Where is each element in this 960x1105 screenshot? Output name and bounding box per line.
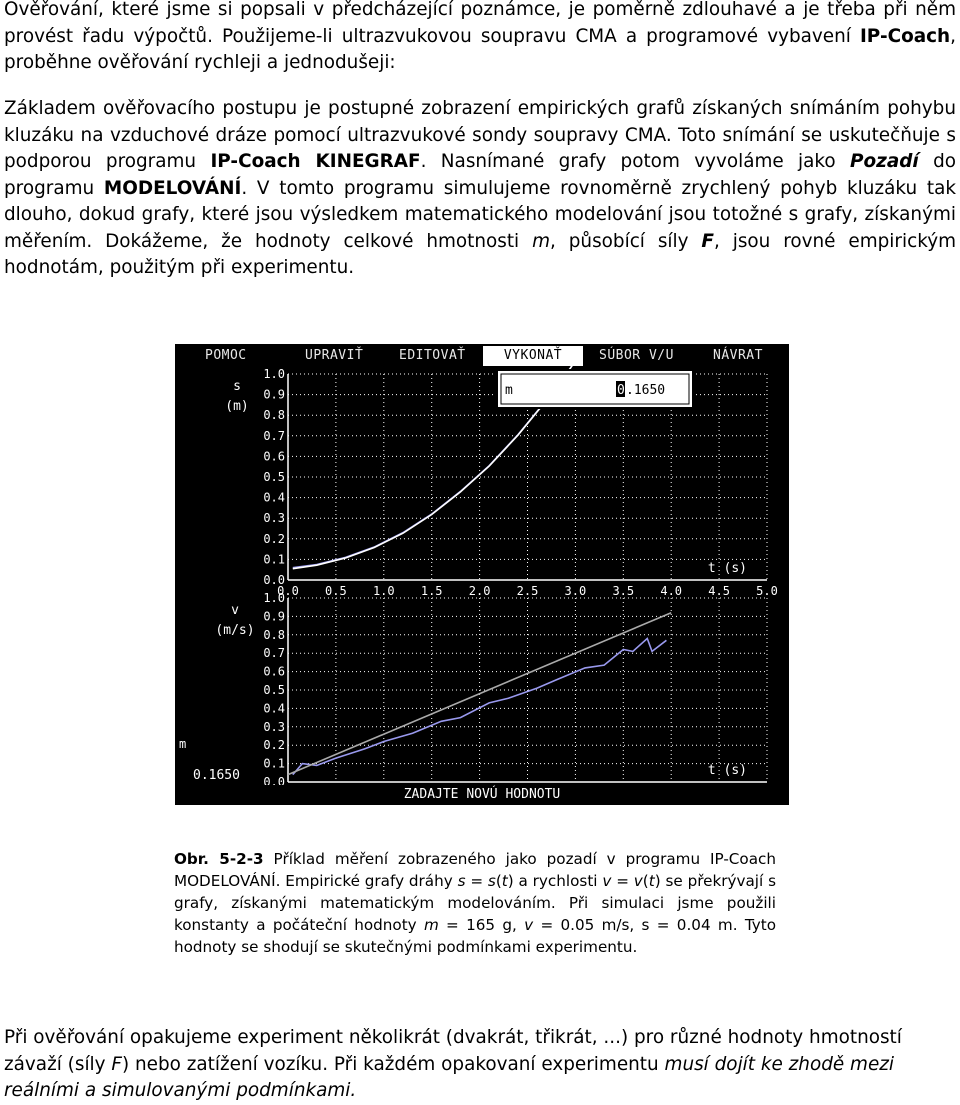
- y-tick-label: 0.7: [263, 428, 285, 443]
- menu-bar: [175, 346, 789, 366]
- figure-caption: [174, 848, 776, 958]
- text-run: = 0.05 m/s, s = 0.04 m. Tyto hodnoty se shodují se skutečnými podmínkami experimentu.: [174, 916, 776, 956]
- y-tick-label: 0.3: [263, 719, 285, 734]
- text-run: , působící síly: [550, 230, 702, 252]
- text-run: IP-Coach KINEGRAF: [210, 151, 421, 172]
- text-run: v: [524, 916, 534, 934]
- ip-coach-screenshot: [175, 344, 789, 805]
- text-run: v: [633, 872, 643, 890]
- side-param-label: m: [179, 737, 187, 751]
- text-run: = 165 g,: [438, 916, 525, 934]
- y-tick-label: 0.3: [263, 511, 285, 526]
- y-tick-label: 1.0: [263, 591, 285, 605]
- text-run: Základem ověřovacího postupu je postupné zobrazení empirických grafů získaných snímáním pohybu kluzáku na vzduchové dráze pomocí ultrazvukové sondy soupravy CMA. Toto snímání se uskutečňuje s podporou programu: [4, 98, 956, 172]
- text-run: t: [648, 872, 655, 890]
- text-run: Ověřování, které jsme si popsali v předcházející poznámce, je poměrně zdlouhavé a je třeba při něm provést řadu výpočtů. Použijeme-li ultrazvukovou soupravu CMA a programové vybavení: [4, 0, 956, 47]
- text-run: do programu: [4, 151, 957, 199]
- text-run: m: [423, 916, 439, 934]
- text-run: musí dojít ke zhodě mezi reálními a simulovanými podmínkami.: [4, 1053, 895, 1101]
- y-tick-label: 0.2: [263, 531, 285, 546]
- x-tick-label: 2.5: [516, 584, 539, 598]
- text-run: MODELOVÁNÍ: [103, 177, 242, 199]
- closing-paragraph: [4, 1025, 956, 1105]
- text-run: (: [642, 872, 649, 890]
- y-tick-label: 0.7: [263, 646, 285, 661]
- menu-item-subor[interactable]: SÚBOR V/U: [599, 348, 674, 363]
- text-run: F: [111, 1053, 122, 1075]
- plot-area: [175, 366, 789, 785]
- method-paragraph: [4, 96, 956, 282]
- menu-item-navrat[interactable]: NÁVRAT: [713, 348, 763, 363]
- text-run: . V tomto programu simulujeme rovnoměrně zrychlený pohyb kluzáku tak dlouho, dokud grafy, které jsou výsledkem matematického modelování jsou totožné s grafy, získanými měřením. Dokážeme, že hodnoty celkové hmotnosti: [4, 177, 956, 252]
- status-prompt: ZADAJTE NOVÚ HODNOTU: [403, 787, 561, 802]
- x-tick-label: 4.5: [708, 584, 730, 598]
- side-param-value: 0.1650: [193, 768, 240, 783]
- x-axis-label: t (s): [707, 561, 747, 576]
- y-tick-label: 1.0: [263, 367, 285, 381]
- text-run: s: [487, 872, 496, 890]
- text-run: t: [501, 872, 508, 890]
- x-tick-label: 1.0: [372, 584, 395, 598]
- y-tick-label: 0.0: [263, 573, 285, 587]
- text-run: Příklad měření zobrazeného jako pozadí v programu IP-Coach MODELOVÁNÍ. Empirické grafy dráhy: [174, 850, 776, 890]
- y-tick-label: 0.0: [263, 775, 285, 785]
- x-axis-label: t (s): [707, 763, 747, 778]
- y-axis-label: s: [233, 379, 241, 394]
- y-axis-unit: (m/s): [215, 623, 255, 638]
- input-value-rest: .1650: [626, 383, 666, 398]
- x-tick-label: 3.0: [564, 584, 587, 598]
- y-tick-label: 0.5: [263, 470, 285, 484]
- x-tick-label: 1.5: [420, 584, 443, 598]
- y-tick-label: 0.1: [263, 756, 285, 771]
- intro-paragraph: [4, 0, 956, 77]
- y-tick-label: 0.9: [263, 387, 285, 402]
- x-tick-label: 5.0: [756, 584, 778, 598]
- x-tick-label: 0.5: [325, 584, 347, 598]
- y-axis-label: v: [231, 603, 239, 618]
- text-run: . Nasnímané grafy potom vyvoláme jako: [420, 151, 851, 172]
- y-tick-label: 0.2: [263, 738, 285, 753]
- y-tick-label: 0.4: [263, 701, 285, 716]
- text-run: F: [701, 230, 714, 252]
- text-run: Obr. 5-2-3: [174, 850, 264, 868]
- text-run: v: [602, 872, 612, 890]
- text-run: , jsou rovné empirickým hodnotám, použitým při experimentu.: [4, 230, 956, 278]
- menu-item-editovat[interactable]: EDITOVAŤ: [399, 348, 466, 363]
- y-tick-label: 0.1: [263, 552, 285, 567]
- y-tick-label: 0.8: [263, 627, 285, 642]
- x-tick-label: 0.0: [277, 584, 299, 598]
- text-run: ) a rychlosti: [507, 872, 603, 890]
- x-tick-label: 2.0: [468, 584, 491, 598]
- menu-item-pomoc[interactable]: POMOC: [205, 348, 247, 363]
- text-run: Pozadí: [850, 151, 919, 172]
- y-tick-label: 0.6: [263, 664, 285, 679]
- y-axis-unit: (m): [225, 399, 249, 414]
- text-run: ) nebo zatížení vozíku. Při každém opakovaní experimentu: [121, 1053, 665, 1075]
- text-run: m: [532, 230, 550, 252]
- text-run: =: [465, 872, 488, 890]
- y-tick-label: 0.6: [263, 449, 285, 464]
- y-tick-label: 0.5: [263, 683, 285, 697]
- text-run: , proběhne ověřování rychleji a jednodušeji:: [4, 25, 956, 73]
- text-run: =: [611, 872, 634, 890]
- text-run: Při ověřování opakujeme experiment několikrát (dvakrát, třikrát, ...) pro různé hodnoty hmotností závaží (síly: [4, 1027, 902, 1075]
- text-run: s: [457, 872, 466, 890]
- x-tick-label: 3.5: [612, 584, 635, 598]
- y-tick-label: 0.4: [263, 490, 285, 505]
- text-run: IP-Coach: [859, 25, 951, 47]
- y-tick-label: 0.9: [263, 609, 285, 624]
- input-value-first-char: 0: [617, 383, 625, 398]
- y-tick-label: 0.8: [263, 408, 285, 423]
- x-tick-label: 4.0: [660, 584, 683, 598]
- input-label: m: [505, 383, 513, 398]
- text-run: ) se překrývají s grafy, získanými matematickým modelováním. Při simulaci jsme použili konstanty a počáteční hodnoty: [174, 872, 776, 934]
- text-run: (: [495, 872, 502, 890]
- menu-item-upravit[interactable]: UPRAVIŤ: [305, 348, 364, 363]
- menu-item-vykonat[interactable]: VYKONAŤ: [483, 346, 583, 366]
